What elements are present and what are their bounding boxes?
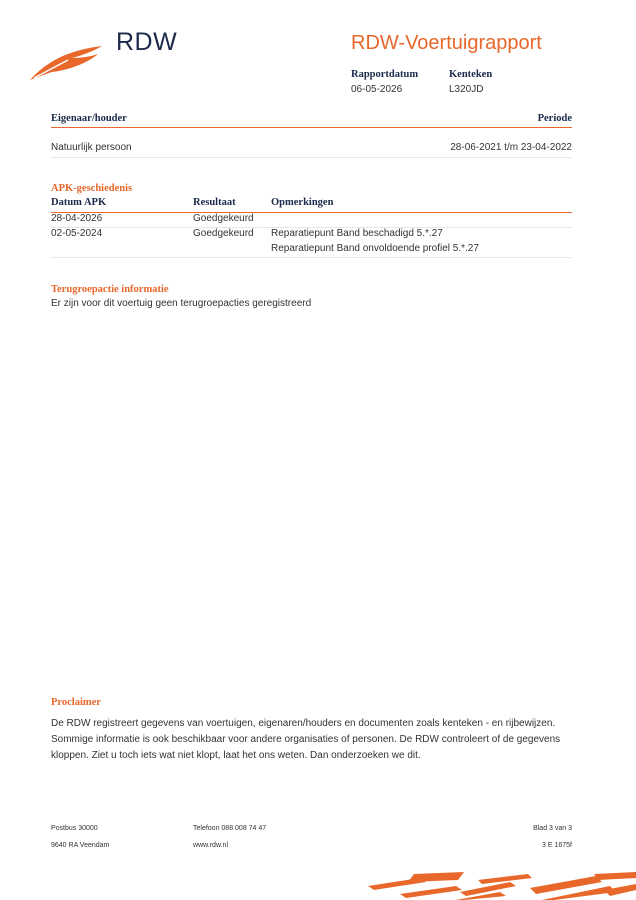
- table-row: [51, 213, 572, 228]
- apk-col-remarks: Opmerkingen: [271, 197, 334, 208]
- rdw-feather-logo-icon: [28, 42, 108, 82]
- apk-result: Goedgekeurd: [193, 228, 254, 239]
- apk-result: Goedgekeurd: [193, 213, 254, 224]
- license-plate: [449, 69, 492, 95]
- owner-row: [51, 142, 572, 158]
- owner-header: [51, 113, 572, 128]
- apk-col-result: Resultaat: [193, 197, 236, 208]
- rdw-logo: [28, 24, 178, 84]
- table-row: [51, 229, 572, 258]
- apk-date: 28-04-2026: [51, 213, 103, 224]
- owner-header-label: Eigenaar/houder: [51, 113, 127, 124]
- footer-po-box: Postbus 30000: [51, 825, 98, 832]
- apk-date: 02-05-2024: [51, 228, 103, 239]
- footer-website[interactable]: www.rdw.nl: [193, 842, 229, 849]
- owner-period: 28-06-2021 t/m 23-04-2022: [450, 142, 572, 153]
- license-plate-value: L320JD: [449, 84, 484, 95]
- proclaimer-text: De RDW registreert gegevens van voertuigen, eigenaren/houders en documenten zoals kenteken - en rijbewijzen. Sommige informatie is ook beschikbaar voor andere organisaties of personen. De RDW controleert of de gegevens kloppen. Ziet u toch iets wat niet klopt, laat het ons weten. Dan onderzoeken we dit.: [51, 718, 561, 761]
- apk-remark: Reparatiepunt Band beschadigd 5.*.27: [271, 228, 443, 239]
- apk-remark: Reparatiepunt Band onvoldoende profiel 5.*.27: [271, 243, 479, 254]
- owner-type: Natuurlijk persoon: [51, 142, 132, 153]
- report-title: RDW-Voertuigrapport: [351, 32, 542, 54]
- footer-page-number: Blad 3 van 3: [533, 825, 572, 832]
- apk-table-header: [51, 197, 572, 213]
- recall-section-title: Terugroepactie informatie: [51, 284, 169, 295]
- recall-text: Er zijn voor dit voertuig geen terugroepacties geregistreerd: [51, 298, 312, 309]
- license-plate-label: Kenteken: [449, 69, 493, 80]
- apk-section-title: APK-geschiedenis: [51, 183, 133, 194]
- apk-col-date: Datum APK: [51, 197, 107, 208]
- proclaimer-title: Proclaimer: [51, 697, 101, 708]
- report-date-label: Rapportdatum: [351, 69, 419, 80]
- logo-text: RDW: [116, 28, 178, 56]
- report-date-value: 06-05-2026: [351, 84, 403, 95]
- report-date: [351, 69, 418, 95]
- period-header-label: Periode: [537, 113, 572, 124]
- footer-phone: Telefoon 088 008 74 47: [193, 825, 267, 832]
- footer-city: 9640 RA Veendam: [51, 842, 110, 849]
- footer-code: 3 E 1675f: [542, 842, 572, 849]
- orange-stripes-decor-icon: [360, 872, 636, 900]
